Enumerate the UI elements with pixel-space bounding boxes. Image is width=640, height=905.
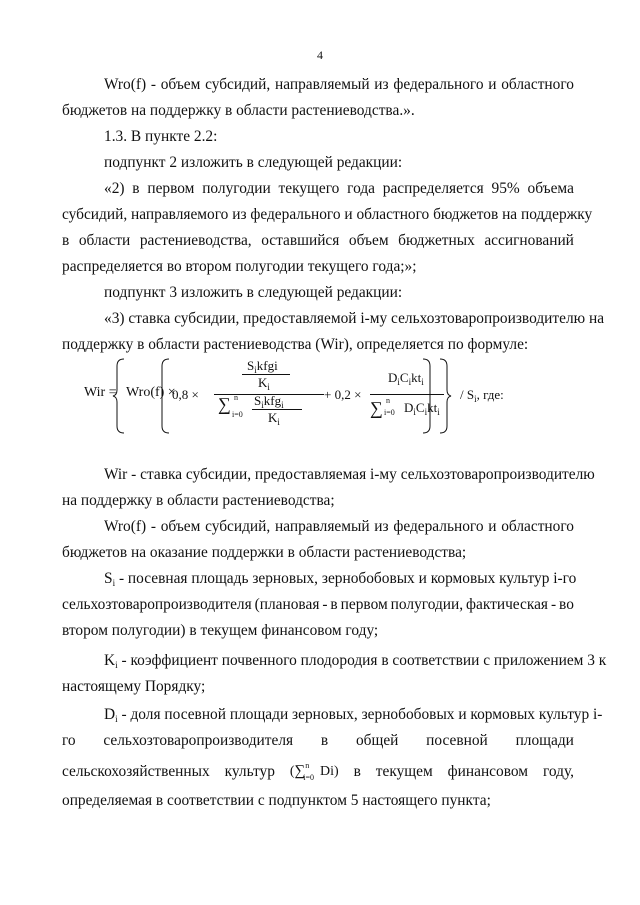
paragraph-line: подпункт 2 изложить в следующей редакции:	[104, 154, 403, 171]
paragraph-line: сельхозтоваропроизводителя (плановая - в первом полугодии, фактическая - во	[62, 596, 574, 613]
paragraph-line: втором полугодии) в текущем финансовом году;	[62, 622, 379, 639]
paragraph-line: бюджетов на оказание поддержки в области растениеводства;	[62, 544, 467, 561]
definition-wir: Wir - ставка субсидии, предоставляемая i-му сельхозтоваропроизводителю	[104, 466, 595, 483]
paragraph-line: подпункт 3 изложить в следующей редакции:	[104, 284, 403, 301]
paragraph-line: настоящему Порядку;	[62, 678, 206, 695]
definition-wro: Wro(f) - объем субсидий, направляемый из федерального и областного	[104, 518, 574, 535]
paragraph-line: субсидий, направляемого из федерального и областного бюджетов на поддержку	[62, 206, 593, 223]
definition-k: Ki - коэффициент почвенного плодородия в соответствии с приложением 3 к	[104, 652, 607, 670]
paragraph-line: поддержку в области растениеводства (Wir), определяется по формуле:	[62, 336, 529, 353]
frac1-sum: ∑	[218, 394, 231, 414]
inline-sum-formula: (∑$^n_{i=0}$ Di)	[289, 761, 339, 782]
frac1-sum-upper: n	[234, 393, 238, 402]
paragraph-line: распределяется во втором полугодии текущего года;»;	[62, 258, 417, 275]
frac1-sum-lower: i=0	[232, 410, 243, 419]
frac2-sum: ∑	[370, 398, 383, 418]
paragraph-line: «3) ставка субсидии, предоставляемой i-му сельхозтоваропроизводителю на	[104, 310, 605, 327]
frac1-numerator: $S_ikfgi$	[247, 358, 278, 375]
paragraph-line: Wro(f) - объем субсидий, направляемый из федерального и областного	[104, 76, 574, 93]
frac1-den-num: $S_ikfg_i$	[254, 393, 284, 410]
paragraph-line: определяемая в соответствии с подпунктом 5 настоящего пункта;	[62, 792, 491, 809]
definition-s: Si - посевная площадь зерновых, зернобобовых и кормовых культур i-го	[104, 570, 577, 588]
paragraph-line: го сельхозтоваропроизводителя в общей посевной площади	[62, 732, 574, 749]
formula-coef-02: + 0,2 ×	[324, 387, 362, 402]
frac2-sum-upper: n	[386, 396, 390, 405]
page-number: 4	[317, 48, 323, 62]
formula-lhs: Wir =	[84, 385, 117, 400]
frac1-den-den: $K_i$	[268, 410, 280, 427]
definition-d: Di - доля посевной площади зерновых, зернобобовых и кормовых культур i-	[104, 706, 603, 724]
paragraph-line: в области растениеводства, оставшийся объем бюджетных ассигнований	[62, 232, 574, 249]
frac2-sum-lower: i=0	[384, 408, 395, 417]
frac2-numerator: $D_iC_ikt_i$	[388, 370, 424, 387]
frac1-numerator-den: $K_i$	[258, 375, 270, 392]
frac2-line	[370, 394, 444, 395]
paragraph-line: на поддержку в области растениеводства;	[62, 492, 335, 509]
paragraph-heading: 1.3. В пункте 2.2:	[104, 128, 218, 145]
formula-wro: Wro(f) ×	[126, 385, 176, 400]
paragraph-line: сельскохозяйственных культур (∑$^n_{i=0}$ Di) в текущем финансовом году,	[62, 761, 574, 782]
frac2-denominator: $D_iC_ikt_i$	[404, 400, 440, 417]
formula-tail: / $S_i$, где:	[460, 387, 504, 404]
paragraph-line: «2) в первом полугодии текущего года распределяется 95% объема	[104, 180, 574, 197]
formula-coef-08: 0,8 ×	[172, 387, 199, 402]
paragraph-line: бюджетов на поддержку в области растениеводства.».	[62, 102, 415, 119]
subsidy-rate-formula	[84, 356, 624, 436]
